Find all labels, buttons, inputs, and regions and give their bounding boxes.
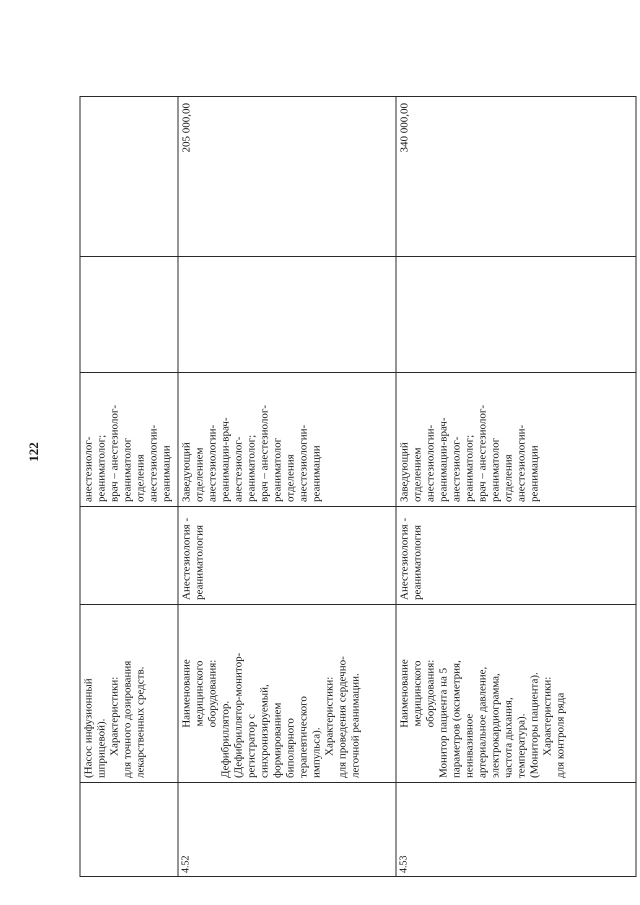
row-number-cell: 4.53 [396, 783, 636, 877]
description-line: легочной реанимации. [349, 673, 362, 778]
row-number-cell: 4.52 [178, 783, 396, 877]
description-line: электрокардиограмма, [489, 673, 502, 778]
description-line: шприцевой). [95, 718, 108, 778]
position-line: Заведующий [398, 442, 411, 502]
specialty-cell: Анестезиология - реаниматология [178, 507, 396, 605]
position-line: анестезиологии- [206, 424, 219, 502]
description-line: артериальное давление, [476, 666, 489, 778]
position-line: анестезиолог- [450, 436, 463, 502]
table-row [396, 97, 636, 877]
description-line: формированием [271, 702, 284, 778]
extra-cell [396, 257, 636, 373]
description-line: Характеристики: [108, 676, 121, 756]
description-line: синхронизируемый, [258, 684, 271, 778]
equipment-table-wrapper [80, 97, 621, 877]
description-line: медицинского [411, 660, 424, 727]
description-line: терапевтического [297, 696, 310, 778]
table-row [178, 97, 396, 877]
position-line: анестезиолог- [82, 436, 95, 502]
description-line: (Мониторы пациента). [528, 672, 541, 778]
description-line: Характеристики: [541, 676, 554, 756]
position-line: Заведующий [180, 442, 193, 502]
description-line: Дефибриллятор. [219, 700, 232, 778]
specialty-cell: Анестезиология - реаниматология [396, 507, 636, 605]
description-line: для точного дозирования [121, 660, 134, 778]
equipment-description-cell [178, 605, 396, 783]
description-line: оборудования: [206, 659, 219, 728]
position-line: реаниматолог [489, 437, 502, 502]
description-line: для контроля ряда [554, 692, 567, 778]
position-line: реанимации-врач- [437, 417, 450, 502]
description-line: Монитор пациента на 5 [437, 667, 450, 778]
price-cell: 205 000,00 [178, 97, 396, 257]
position-line: анестезиологии- [147, 424, 160, 502]
position-line: анестезиологии- [297, 424, 310, 502]
description-line: оборудования: [424, 659, 437, 728]
description-line: (Дефибриллятор-монитор- [232, 652, 245, 778]
position-line: анестезиологии- [424, 424, 437, 502]
position-line: анестезиолог- [232, 436, 245, 502]
position-line: отделения [502, 454, 515, 502]
positions-cell [396, 373, 636, 507]
extra-cell [178, 257, 396, 373]
specialty-cell [80, 507, 178, 605]
equipment-table [80, 96, 637, 877]
position-line: врач – анестезиолог- [258, 404, 271, 502]
position-line: врач – анестезиолог- [108, 404, 121, 502]
description-line: Наименование [398, 659, 411, 728]
description-line: Характеристики: [323, 676, 336, 756]
position-line: реаниматолог [121, 437, 134, 502]
description-line: частота дыхания, [502, 697, 515, 778]
position-line: отделением [411, 447, 424, 502]
position-line: реаниматолог [271, 437, 284, 502]
position-line: реанимации [310, 445, 323, 502]
position-line: реанимации-врач- [219, 417, 232, 502]
price-cell: 340 000,00 [396, 97, 636, 257]
description-line: импульса). [310, 727, 323, 778]
description-line: температура). [515, 713, 528, 778]
extra-cell [80, 257, 178, 373]
position-line: реаниматолог; [95, 434, 108, 502]
description-line: неинвазивное [463, 713, 476, 778]
position-line: отделением [193, 447, 206, 502]
description-line: медицинского [193, 660, 206, 727]
position-line: анестезиологии- [515, 424, 528, 502]
position-line: реанимации [528, 445, 541, 502]
position-line: отделения [134, 454, 147, 502]
description-line: биполярного [284, 718, 297, 778]
description-line: регистратор с [245, 714, 258, 778]
price-cell [80, 97, 178, 257]
description-line: лекарственных средств. [134, 666, 147, 778]
description-line: для проведения сердечно- [336, 656, 349, 778]
row-number-cell [80, 783, 178, 877]
equipment-description-cell [80, 605, 178, 783]
description-line: параметров (оксиметрия, [450, 660, 463, 778]
position-line: реанимации [160, 445, 173, 502]
position-line: отделения [284, 454, 297, 502]
description-line: (Насос инфузионный [82, 678, 95, 778]
position-line: врач – анестезиолог- [476, 404, 489, 502]
table-row [80, 97, 178, 877]
page-number: 122 [26, 442, 41, 462]
position-line: реаниматолог; [463, 434, 476, 502]
equipment-description-cell [396, 605, 636, 783]
description-line: Наименование [180, 659, 193, 728]
position-line: реаниматолог; [245, 434, 258, 502]
positions-cell [80, 373, 178, 507]
positions-cell [178, 373, 396, 507]
